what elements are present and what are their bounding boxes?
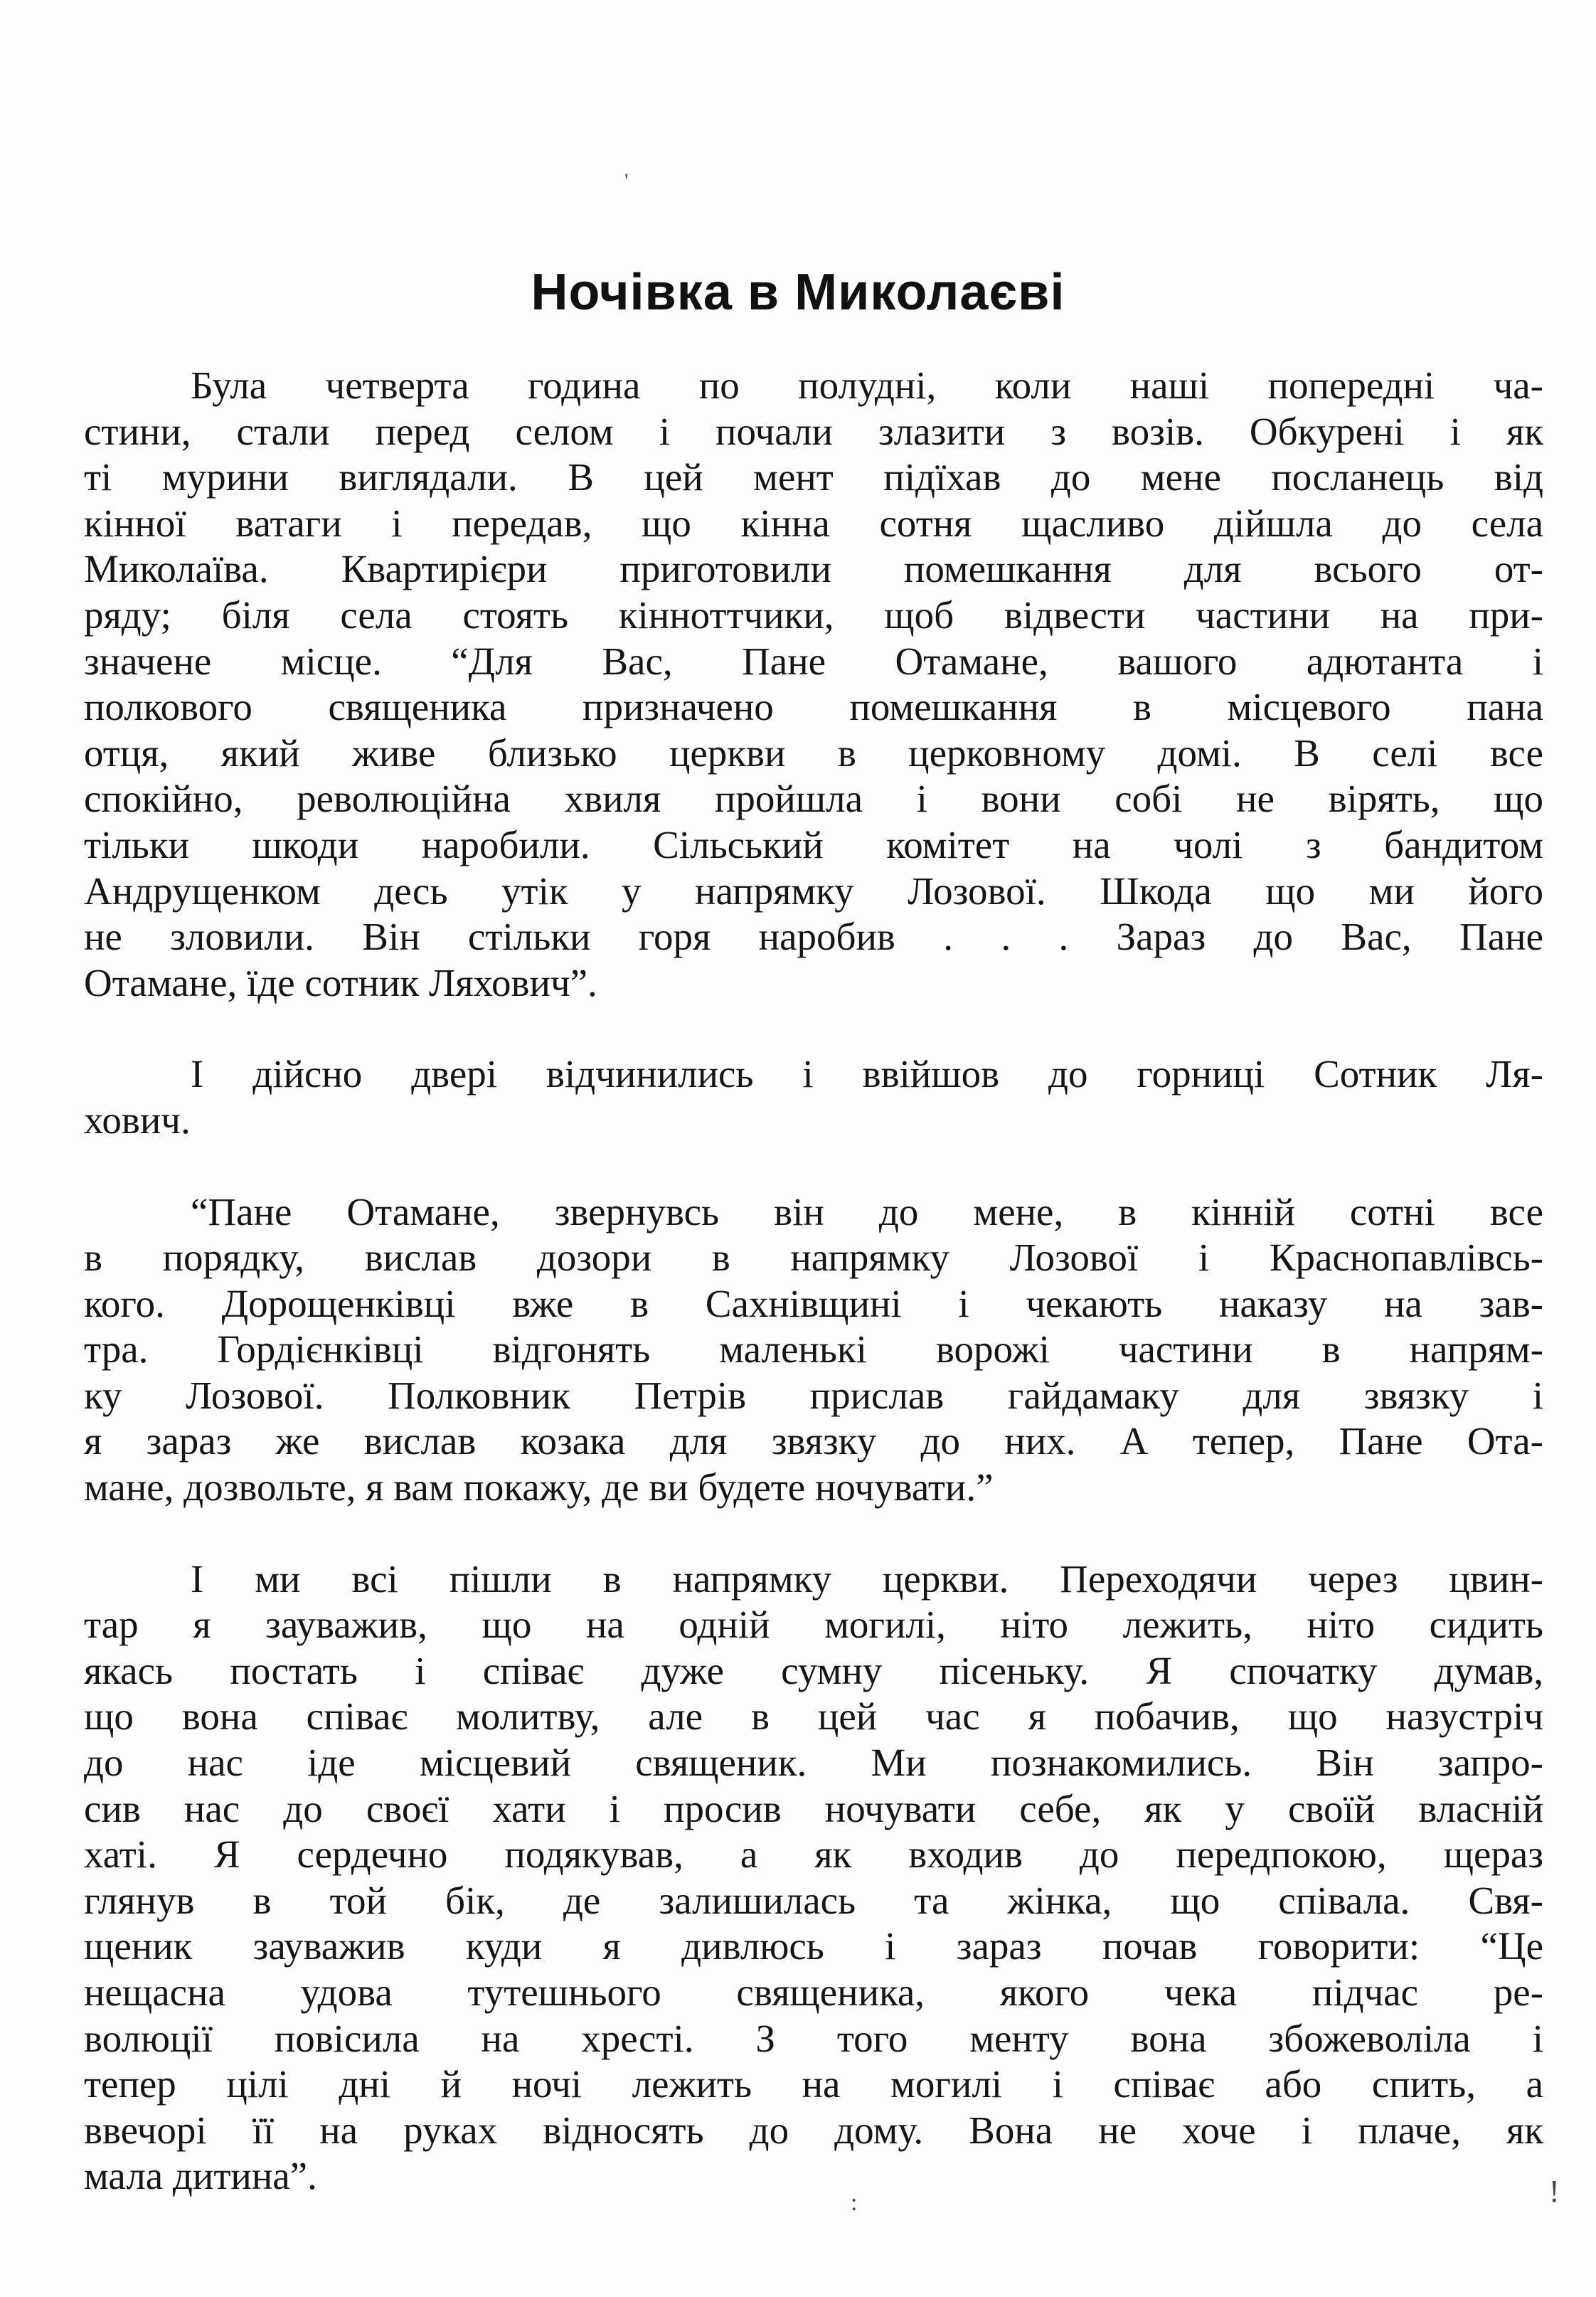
text-line: І ми всі пішли в напрямку церкви. Переходячи через цвин- xyxy=(191,1556,1543,1601)
text-line: кінної ватаги і передав, що кінна сотня щасливо дійшла до села xyxy=(84,501,1543,545)
body-text xyxy=(84,363,1543,2200)
paragraph xyxy=(84,1556,1543,2200)
text-line: тра. Гордієнківці відгонять маленькі ворожі частини в напрям- xyxy=(84,1327,1543,1372)
scan-speck: ' xyxy=(624,169,629,193)
text-line: що вона співає молитву, але в цей час я побачив, що назустріч xyxy=(84,1694,1543,1739)
text-line: до нас іде місцевий священик. Ми познакомились. Він запро- xyxy=(84,1741,1543,1785)
text-line: мала дитина”. xyxy=(84,2154,317,2198)
text-line: не зловили. Він стільки горя наробив . . . Зараз до Вас, Пане xyxy=(84,915,1543,959)
page-title: Ночівка в Миколаєві xyxy=(531,264,1065,321)
text-line: тар я зауважив, що на одній могилі, ніто лежить, ніто сидить xyxy=(84,1603,1543,1647)
text-line: І дійсно двері відчинились і ввійшов до горниці Сотник Ля- xyxy=(191,1052,1543,1096)
text-line: щеник зауважив куди я дивлюсь і зараз почав говорити: “Це xyxy=(84,1924,1543,1968)
text-line: сив нас до своєї хати і просив ночувати себе, як у своїй власній xyxy=(84,1786,1543,1830)
scan-speck: ! xyxy=(1549,2174,1560,2209)
text-line: “Пане Отамане, звернувсь він до мене, в кінній сотні все xyxy=(191,1189,1543,1234)
text-line: в порядку, вислав дозори в напрямку Лозової і Краснопавлівсь- xyxy=(84,1236,1543,1280)
text-line: я зараз же вислав козака для звязку до них. А тепер, Пане Ота- xyxy=(84,1419,1543,1463)
text-line: значене місце. “Для Вас, Пане Отамане, вашого адютанта і xyxy=(84,639,1543,683)
text-line: отця, який живе близько церкви в церковному домі. В селі все xyxy=(84,731,1543,775)
text-line: волюції повісила на хресті. З того менту вона збожеволіла і xyxy=(84,2016,1543,2060)
text-line: ку Лозової. Полковник Петрів прислав гайдамаку для звязку і xyxy=(84,1373,1543,1417)
text-line: ті мурини виглядали. В цей мент підїхав до мене посланець від xyxy=(84,455,1543,499)
text-line: мане, дозвольте, я вам покажу, де ви будете ночувати.” xyxy=(84,1465,994,1510)
text-line: кого. Дорощенківці вже в Сахнівщині і чекають наказу на зав- xyxy=(84,1281,1543,1325)
text-line: ввечорі її на руках відносять до дому. Вона не хоче і плаче, як xyxy=(84,2108,1543,2152)
text-line: ряду; біля села стоять кінноттчики, щоб відвести частини на при- xyxy=(84,593,1543,637)
text-line: Андрущенком десь утік у напрямку Лозової. Шкода що ми його xyxy=(84,869,1543,913)
paragraph xyxy=(84,363,1543,1006)
text-line: нещасна удова тутешнього священика, якого чека підчас ре- xyxy=(84,1970,1543,2014)
text-line: глянув в той бік, де залишилась та жінка, що співала. Свя- xyxy=(84,1878,1543,1922)
text-line: якась постать і співає дуже сумну пісеньку. Я спочатку думав, xyxy=(84,1648,1543,1692)
text-line: полкового священика призначено помешкання в місцевого пана xyxy=(84,685,1543,729)
text-line: Отамане, їде сотник Ляхович”. xyxy=(84,960,597,1004)
text-line: Миколаїва. Квартирієри приготовили помешкання для всього от- xyxy=(84,547,1543,591)
scan-speck: : xyxy=(851,2190,858,2216)
paragraph xyxy=(84,1189,1543,1511)
text-line: Була четверта година по полудні, коли наші попередні ча- xyxy=(191,364,1543,407)
text-line: стини, стали перед селом і почали злазити з возів. Обкурені і як xyxy=(84,409,1543,453)
text-line: хович. xyxy=(84,1098,191,1142)
paragraph xyxy=(84,1051,1543,1143)
text-line: спокійно, революційна хвиля пройшла і вони собі не вірять, що xyxy=(84,777,1543,821)
text-line: тепер цілі дні й ночі лежить на могилі і співає або спить, а xyxy=(84,2062,1543,2106)
text-line: хаті. Я сердечно подякував, а як входив до передпокою, щераз xyxy=(84,1832,1543,1877)
text-line: тільки шкоди наробили. Сільський комітет на чолі з бандитом xyxy=(84,822,1543,866)
